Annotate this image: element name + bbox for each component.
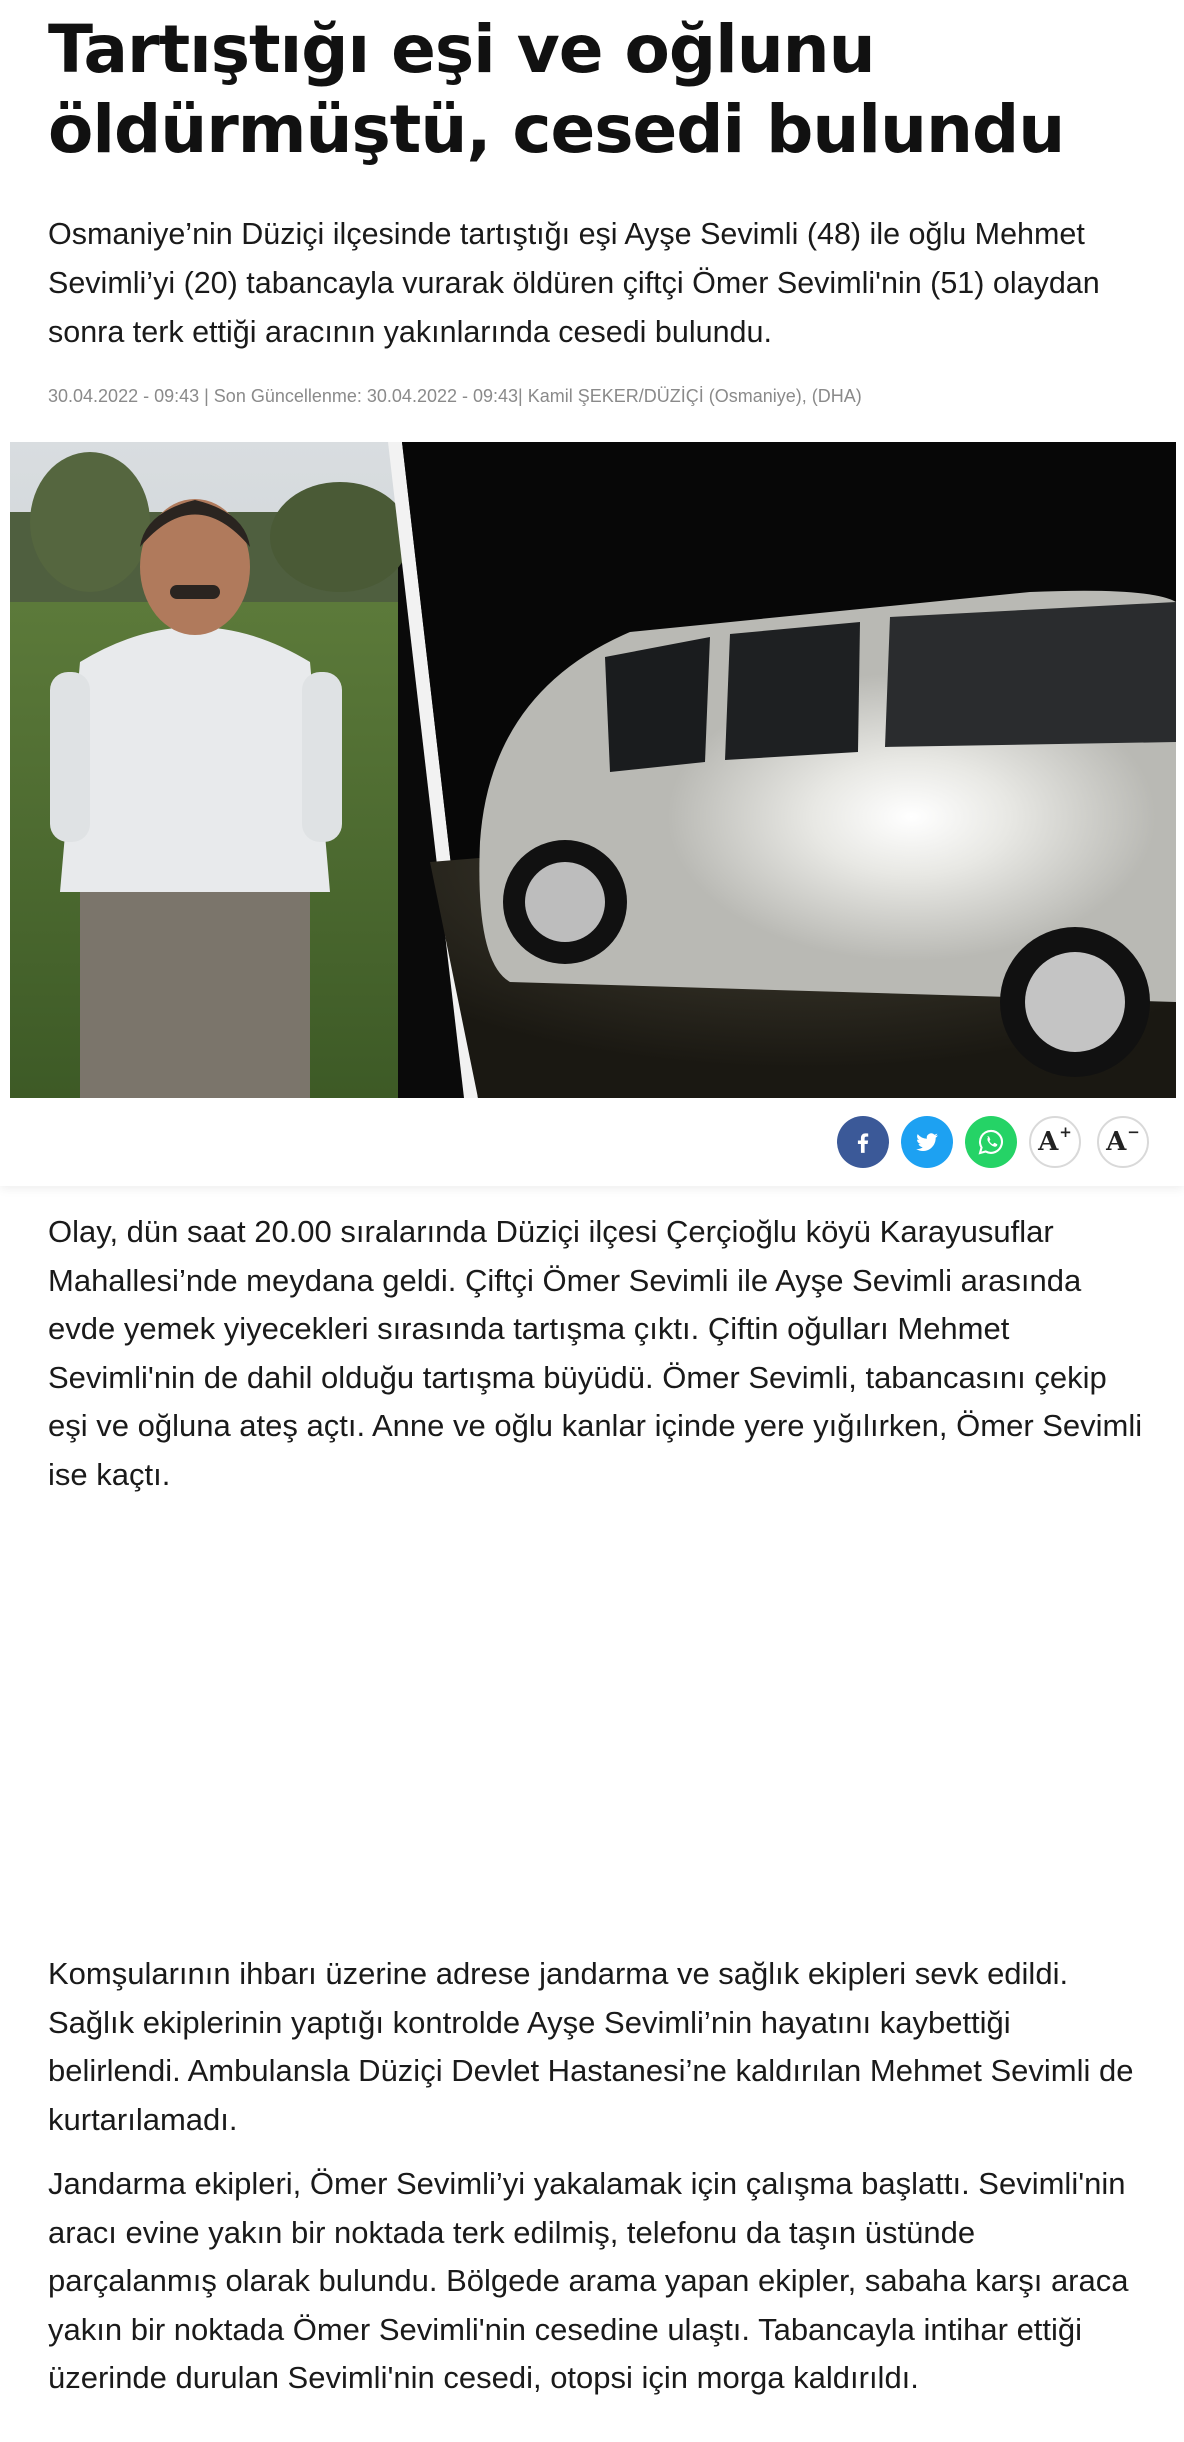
- font-increase-button[interactable]: [1029, 1116, 1081, 1168]
- font-increase-label: A: [1038, 1127, 1059, 1157]
- article-photo-image: [10, 442, 1176, 1098]
- minus-icon: −: [1127, 1123, 1140, 1141]
- plus-icon: +: [1059, 1123, 1072, 1141]
- twitter-share-button[interactable]: [901, 1116, 953, 1168]
- twitter-icon: [914, 1129, 940, 1155]
- whatsapp-icon: [977, 1128, 1005, 1156]
- whatsapp-share-button[interactable]: [965, 1116, 1017, 1168]
- article-spot: Osmaniye’nin Düziçi ilçesinde tartıştığı eşi Ayşe Sevimli (48) ile oğlu Mehmet Sevimli’yi (20) tabancayla vurarak öldüren çiftçi Ömer Sevimli'nin (51) olaydan sonra terk ettiği aracının yakınlarında cesedi bulundu.: [48, 217, 1100, 349]
- article-meta: 30.04.2022 - 09:43 | Son Güncellenme: 30.04.2022 - 09:43| Kamil ŞEKER/DÜZİÇİ (Osmaniye), (DHA): [48, 386, 862, 406]
- article-photo: [10, 442, 1176, 1098]
- font-decrease-button[interactable]: [1097, 1116, 1149, 1168]
- article-headline: Tartıştığı eşi ve oğlunu öldürmüştü, cesedi bulundu: [48, 11, 1065, 168]
- article-paragraph: Komşularının ihbarı üzerine adrese jandarma ve sağlık ekipleri sevk edildi. Sağlık ekiplerinin yaptığı kontrolde Ayşe Sevimli’nin hayatını kaybettiği belirlendi. Ambulansla Düziçi Devlet Hastanesi’ne kaldırılan Mehmet Sevimli de kurtarılamadı.: [48, 1956, 1134, 2137]
- article-header-card: [0, 0, 1184, 1186]
- article-paragraph: Olay, dün saat 20.00 sıralarında Düziçi ilçesi Çerçioğlu köyü Karayusuflar Mahallesi’nde meydana geldi. Çiftçi Ömer Sevimli ile Ayşe Sevimli arasında evde yemek yiyecekleri sırasında tartışma çıktı. Çiftin oğulları Mehmet Sevimli'nin de dahil olduğu tartışma büyüdü. Ömer Sevimli, tabancasını çekip eşi ve oğluna ateş açtı. Anne ve oğlu kanlar içinde yere yığılırken, Ömer Sevimli ise kaçtı.: [48, 1214, 1143, 1492]
- article-paragraph: Jandarma ekipleri, Ömer Sevimli’yi yakalamak için çalışma başlattı. Sevimli'nin aracı evine yakın bir noktada terk edilmiş, telefonu da taşın üstünde parçalanmış olarak bulundu. Bölgede arama yapan ekipler, sabaha karşı araca yakın bir noktada Ömer Sevimli'nin cesedine ulaştı. Tabancayla intihar ettiği üzerinde durulan Sevimli'nin cesedi, otopsi için morga kaldırıldı.: [48, 2166, 1129, 2395]
- font-decrease-label: A: [1106, 1127, 1127, 1157]
- facebook-share-button[interactable]: [837, 1116, 889, 1168]
- facebook-icon: [850, 1129, 876, 1155]
